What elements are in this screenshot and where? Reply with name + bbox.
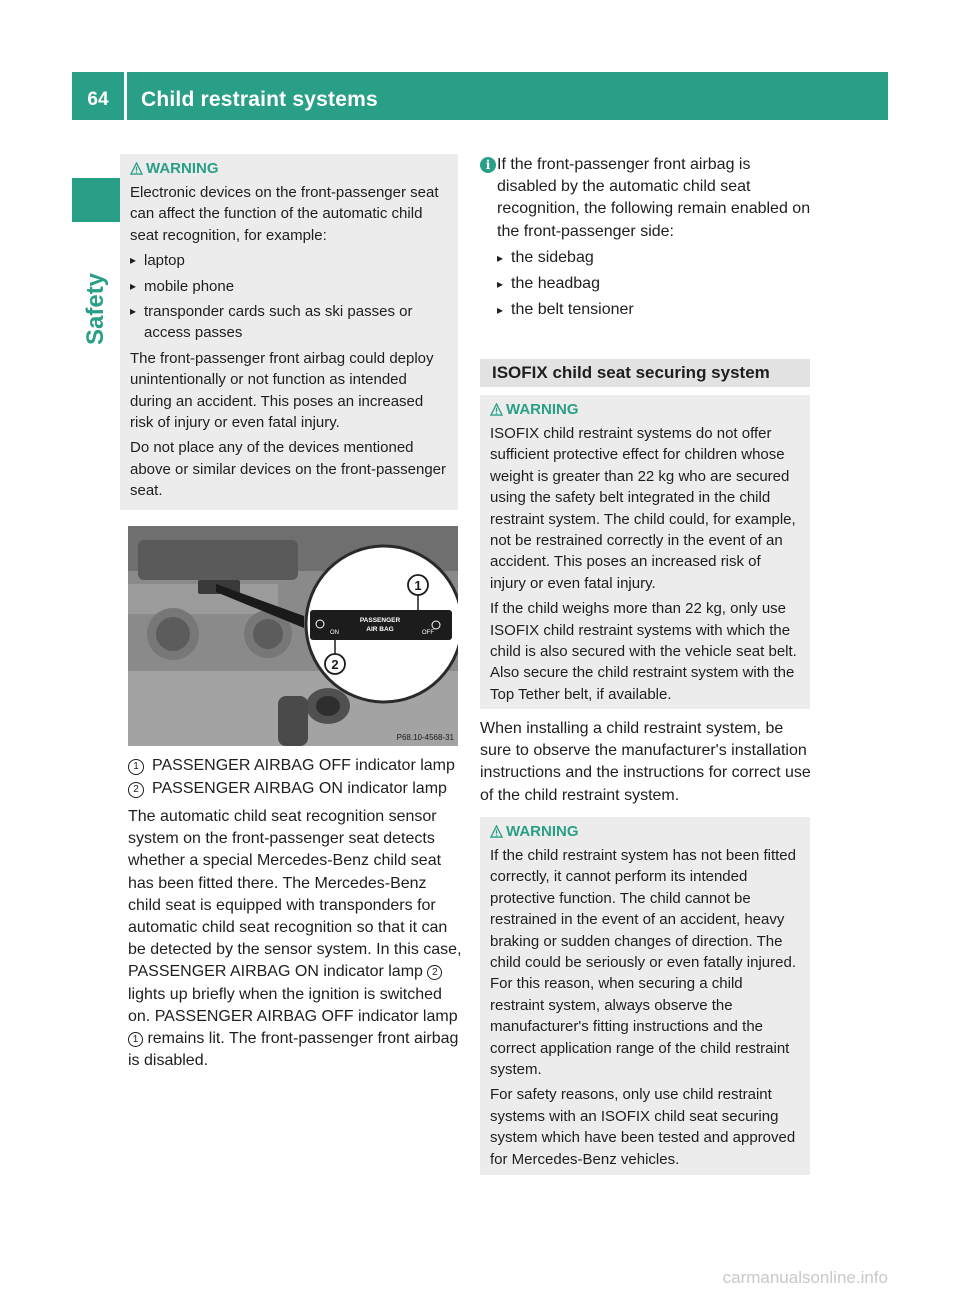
- warning-box-1: [120, 154, 458, 510]
- list-item: ▸ the headbag: [497, 273, 812, 295]
- page-title: Child restraint systems: [141, 88, 378, 111]
- figure-badge-bottom: AIR BAG: [366, 626, 394, 633]
- warning-title: WARNING: [490, 821, 800, 843]
- warning-triangle-icon: [490, 825, 503, 838]
- warning-paragraph: ISOFIX child restraint systems do not offer sufficient protective effect for children whose weight is greater than 22 kg who are secured using the safety belt integrated in the child restraint system. The child could, for example, not be restrained correctly in the event of an accident. This poses an increased risk of injury or even fatal injury.: [490, 425, 796, 592]
- ref-number: 1: [128, 1032, 143, 1047]
- warning-box-3: [480, 817, 810, 1175]
- warning-paragraph: If the child restraint system has not been fitted correctly, it cannot perform its intended protective function. The child cannot be restrained in the event of an accident, heavy braking or sudden changes of direction. The child could be seriously or even fatally injured. For this reason, when securing a child restraint system, always observe the manufacturer's fitting instructions and the correct application range of the child restraint system.: [490, 847, 796, 1079]
- figure-badge-top: PASSENGER: [359, 617, 401, 624]
- left-body-text: The automatic child seat recognition sensor system on the front-passenger seat detects whether a special Mercedes-Benz child seat has been fitted there. The Mercedes-Benz child seat is equipped with transponders for automatic child seat recognition so that it can be detected by the sensor system. In this case, PASSENGER AIRBAG ON indicator lamp 2 lights up briefly when the ignition is switched on. PASSENGER AIRBAG OFF indicator lamp 1 remains lit. The front-passenger front airbag is disabled.: [128, 808, 462, 1070]
- figure-callout-2: 2: [331, 657, 339, 672]
- warning-paragraph: Do not place any of the devices mentioned above or similar devices on the front-passenger seat.: [130, 439, 446, 500]
- warning-box-2: [480, 395, 810, 709]
- figure-ref: P68.10-4568-31: [396, 733, 454, 742]
- figure-on-label: ON: [330, 630, 339, 636]
- figure-off-label: OFF: [422, 630, 434, 636]
- list-item: ▸ the sidebag: [497, 247, 812, 269]
- legend-number: 2: [128, 782, 144, 798]
- airbag-indicator-photo: [128, 526, 458, 746]
- info-note: [497, 154, 812, 321]
- warning-triangle-icon: [490, 403, 503, 416]
- figure-callout-1: 1: [414, 578, 422, 593]
- section-heading: ISOFIX child seat securing system: [480, 359, 810, 387]
- warning-triangle-icon: [130, 162, 143, 175]
- legend-item-2: 2 PASSENGER AIRBAG ON indicator lamp: [128, 778, 447, 800]
- warning-title: WARNING: [130, 158, 448, 180]
- warning-paragraph: If the child weighs more than 22 kg, only use ISOFIX child restraint systems with which the child is also secured with the vehicle seat belt. Also secure the child restraint system with the Top Tether belt, if available.: [490, 600, 797, 703]
- legend-number: 1: [128, 759, 144, 775]
- header-divider: [124, 72, 127, 120]
- side-tab-block: [72, 178, 120, 222]
- warning-title: WARNING: [490, 399, 800, 421]
- list-item: ▸ transponder cards such as ski passes or access passes: [130, 301, 448, 344]
- info-icon: i: [480, 157, 496, 173]
- list-item: ▸ the belt tensioner: [497, 299, 812, 321]
- warning-paragraph: For safety reasons, only use child restraint systems with an ISOFIX child seat securing system which have been tested and approved for Mercedes-Benz vehicles.: [490, 1086, 796, 1168]
- list-item: ▸ mobile phone: [130, 276, 448, 297]
- warning-paragraph: The front-passenger front airbag could deploy unintentionally or not function as intended during an accident. This poses an increased risk of injury or even fatal injury.: [130, 349, 434, 432]
- page-number: 64: [87, 89, 109, 110]
- side-tab-label: Safety: [82, 272, 109, 345]
- footer-watermark: carmanualsonline.info: [722, 1268, 888, 1287]
- legend-item-1: 1 PASSENGER AIRBAG OFF indicator lamp: [128, 755, 455, 777]
- right-body-text: When installing a child restraint system, be sure to observe the manufacturer's installation instructions and the instructions for correct use of the child restraint system.: [480, 720, 811, 804]
- warning-intro: Electronic devices on the front-passenger seat can affect the function of the automatic child seat recognition, for example:: [130, 184, 439, 244]
- info-text: If the front-passenger front airbag is disabled by the automatic child seat recognition, the following remain enabled on the front-passenger side:: [497, 156, 811, 240]
- ref-number: 2: [427, 965, 442, 980]
- list-item: ▸ laptop: [130, 250, 448, 271]
